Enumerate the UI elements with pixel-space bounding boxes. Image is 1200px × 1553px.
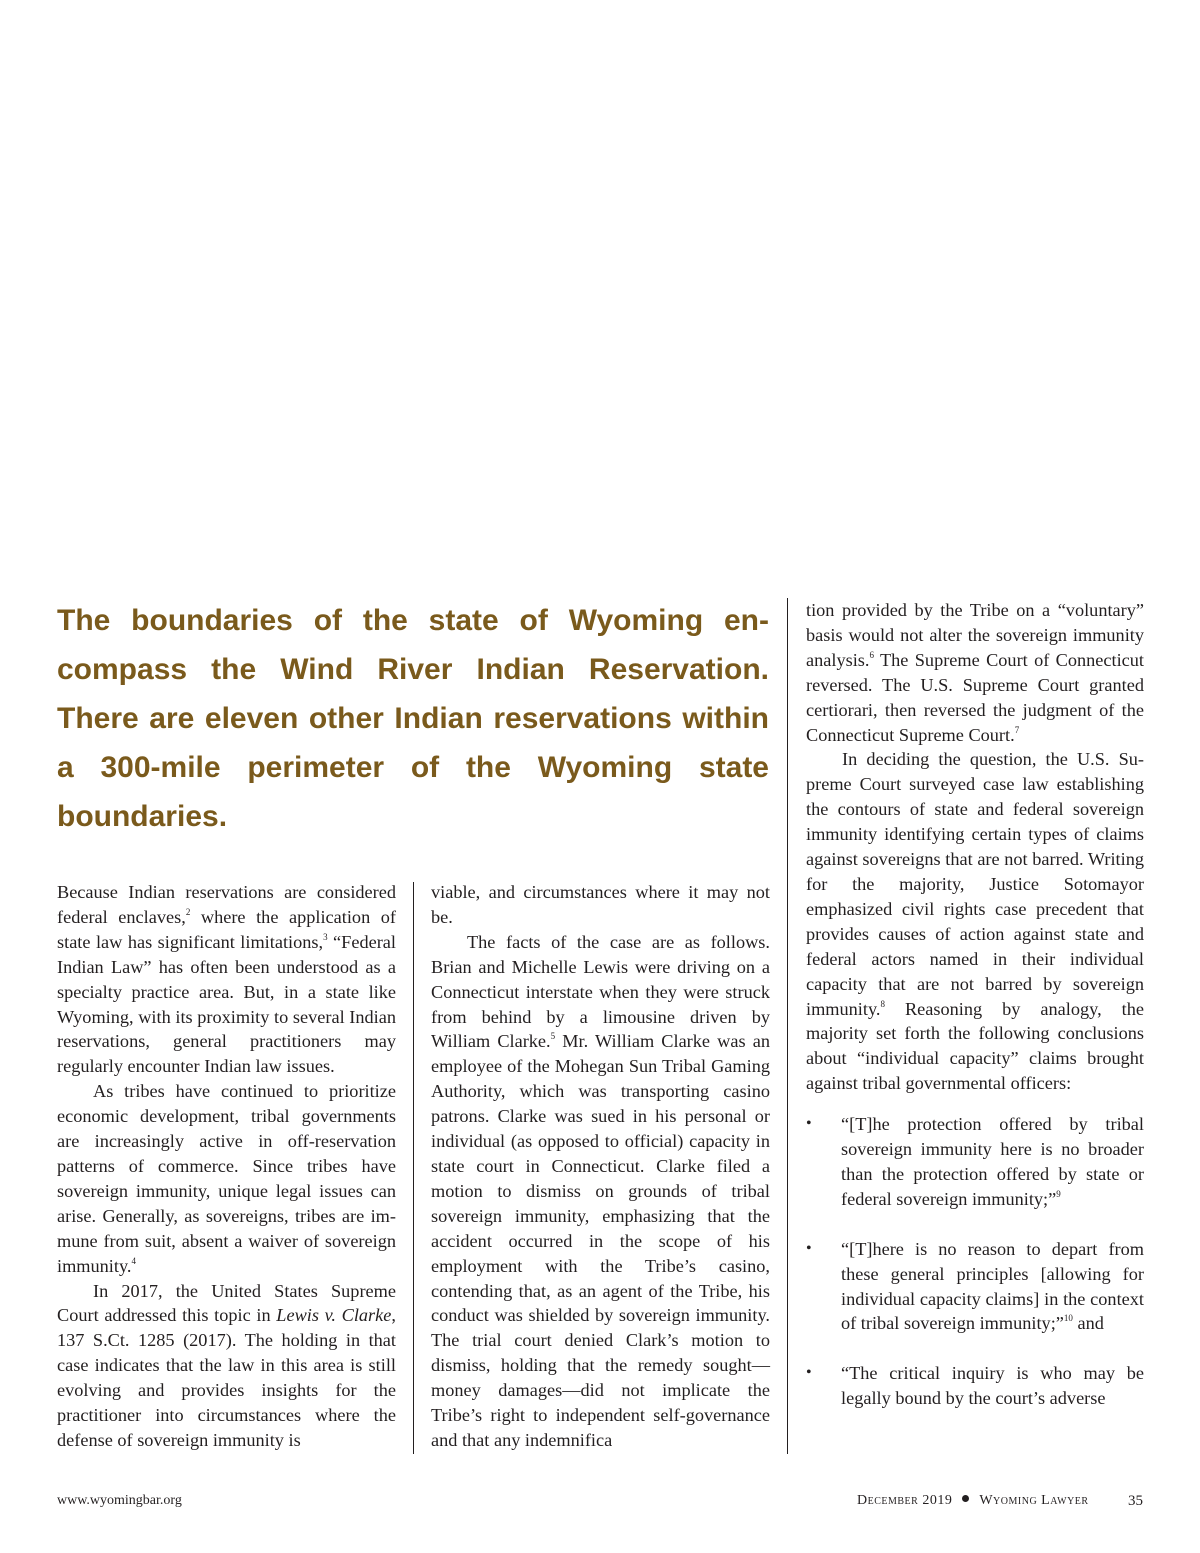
footnote-ref[interactable]: 4 — [131, 1255, 136, 1266]
footnote-ref[interactable]: 9 — [1056, 1188, 1061, 1199]
paragraph: The facts of the case are as follows. Brian and Michelle Lewis were driving on a Connecticut interstate when they were struck from behind by a limousine driven by William Clarke.$^5$ Mr. William Clarke was an employee of the Mohegan Sun Tribal Gaming Authority, which was transporting casino patrons. Clarke was sued in his personal or individual (as opposed to official) capacity in state court in Connecticut. Clarke filed a motion to dismiss on grounds of tribal sovereign immunity, emphasizing that the accident occurred in the scope of his employment with the Tribe’s casino, contending that, as an agent of the Tribe, his conduct was shielded by sovereign immunity. The trial court denied Clark’s motion to dismiss, holding that the remedy sought—money damages—did not implicate the Tribe’s right to independent self-governance and that any indemnifica — [431, 931, 771, 1450]
bullet-icon: • — [806, 1239, 812, 1257]
pull-quote: The boundaries of the state of Wyoming encompass the Wind River Indian Reservation. There are eleven other Indian reservations within a 300-mile perimeter of the Wyoming state boundaries. — [57, 604, 769, 833]
column-divider — [413, 882, 414, 1454]
list-item: • “The critical inquiry is who may be legally bound by the court’s adverse — [806, 1363, 1144, 1409]
list-item: • “[T]here is no reason to depart from these general principles [allowing for individual capacity claims] in the context of tribal sovereign immunity;”$^{10}$ and — [806, 1238, 1144, 1334]
bullet-icon: • — [806, 1364, 812, 1382]
footnote-ref[interactable]: 5 — [550, 1031, 556, 1042]
paragraph: In deciding the question, the U.S. Supreme Court surveyed case law establishing the contours of state and federal sovereign immunity identifying certain types of claims against sovereigns that are not barred. Writing for the majority, Justice Sotomayor emphasized civil rights case precedent that provides causes of action against state and federal actors named in their individual capacity that are not barred by sovereign immunity.$^8$ Reasoning by analogy, the majority set forth the following conclusions about “individual capacity” claims brought against tribal governmental officers: — [806, 749, 1144, 1094]
paragraph: Because Indian reservations are considered federal enclaves,$^2$ where the application of state law has significant limitations,$^3$ “Federal Indian Law” has often been understood as a specialty practice area. But, in a state like Wyoming, with its proximity to several Indian reservations, general practitioners may regularly encounter Indian law issues. — [57, 882, 396, 1077]
separator-dot-icon — [962, 1495, 969, 1502]
paragraph: viable, and circumstances where it may not be. — [431, 882, 770, 927]
paragraph: As tribes have continued to prioritize economic development, tribal governments are increasingly active in off-reservation patterns of commerce. Since tribes have sovereign immunity, unique legal issues can arise. Generally, as sovereigns, tribes are immune from suit, absent a waiver of sovereign immunity.$^4$ — [57, 1081, 396, 1276]
article-column-3 — [806, 598, 1144, 1436]
footnote-ref[interactable]: 6 — [869, 649, 874, 660]
bullet-icon: • — [806, 1115, 812, 1133]
page-number: 35 — [1128, 1493, 1143, 1509]
article-column-2 — [431, 880, 770, 1453]
footnote-ref[interactable]: 8 — [880, 998, 885, 1009]
footnote-ref[interactable]: 7 — [1014, 724, 1020, 735]
footer-website[interactable]: www.wyomingbar.org — [57, 1493, 182, 1508]
footer-publication: Wyoming Lawyer — [979, 1493, 1089, 1508]
paragraph: tion provided by the Tribe on a “voluntary” basis would not alter the sovereign immunity analysis.$^6$ The Supreme Court of Connecticut reversed. The U.S. Supreme Court granted certiorari, then reversed the judgment of the Connecticut Supreme Court.$^7$ — [806, 600, 1144, 745]
column-divider — [787, 598, 788, 1454]
case-citation: Lewis v. Clarke — [276, 1305, 392, 1326]
list-item: • “[T]he protection offered by tribal sovereign immunity here is no broader than the protection offered by state or federal sovereign immunity;”$^9$ — [806, 1114, 1144, 1209]
footer-issue-date: December 2019 — [857, 1493, 953, 1508]
footer-issue-info — [857, 1493, 1089, 1509]
paragraph: In 2017, the United States Supreme Court addressed this topic in Lewis v. Clarke, 137 S.Ct. 1285 (2017). The holding in that case indicates that the law in this area is still evolving and provides insights for the practitioner into circumstances where the defense of sovereign immunity is — [57, 1280, 396, 1450]
footnote-ref[interactable]: 2 — [185, 906, 191, 917]
footnote-ref[interactable]: 10 — [1063, 1313, 1073, 1324]
article-column-1 — [57, 880, 396, 1453]
holding-list — [806, 1112, 1144, 1411]
footnote-ref[interactable]: 3 — [323, 931, 328, 942]
